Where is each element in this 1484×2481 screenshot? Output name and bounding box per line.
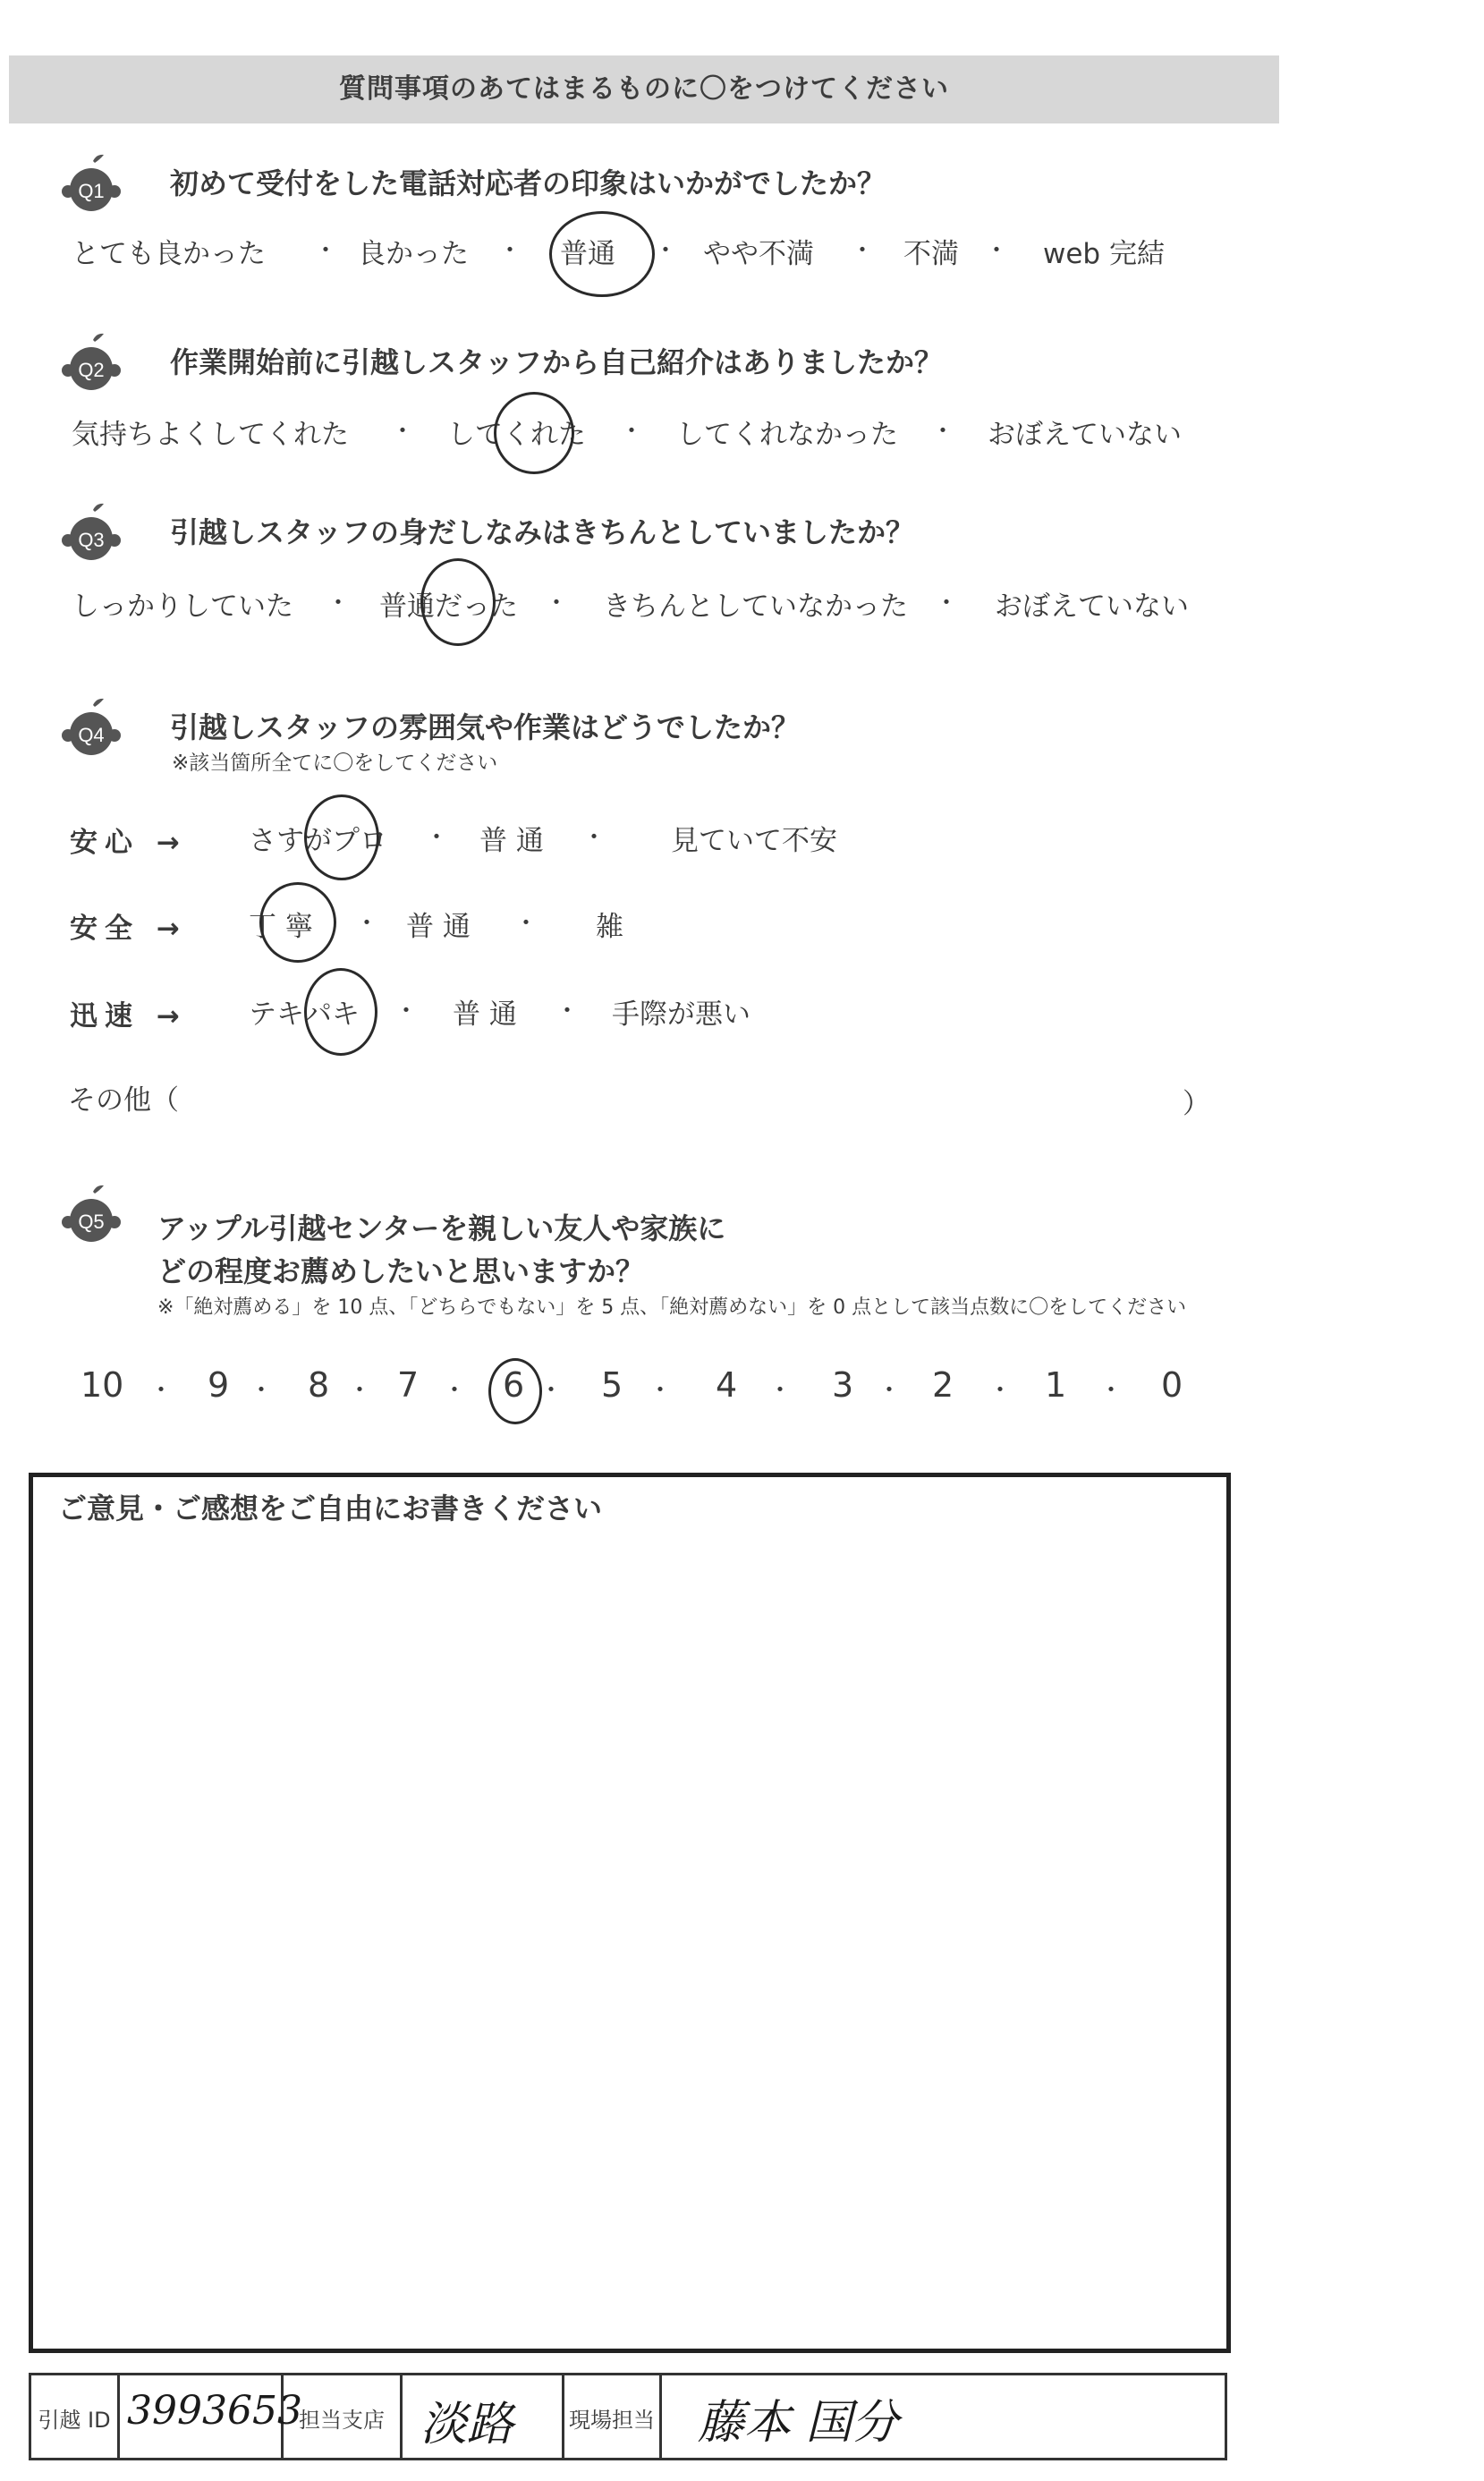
move-id-label-cell	[31, 2375, 120, 2458]
q1-option-good[interactable]: 良かった	[358, 238, 469, 270]
q4-row-safety-options	[0, 904, 1252, 943]
q4-other-label: その他（	[68, 1084, 179, 1117]
q5-selected-score-circle	[488, 1358, 542, 1424]
separator-dot: ・	[555, 996, 581, 1025]
move-id-value: 3993653	[127, 2388, 302, 2434]
staff-value-cell	[662, 2375, 1225, 2458]
q2-option-did-not[interactable]: してくれなかった	[676, 419, 898, 451]
q4-row-label-safety: 安全 →	[70, 913, 187, 945]
q3-option-dont-remember[interactable]: おぼえていない	[995, 591, 1189, 623]
q3-badge-icon	[57, 501, 125, 558]
q4-other-input[interactable]	[197, 1074, 1172, 1117]
q5-score-row	[0, 1365, 1252, 1419]
branch-label: 担当支店	[299, 2408, 385, 2433]
q4-relief-option-pro[interactable]: さすがプロ	[249, 825, 387, 857]
separator-dot: ・	[653, 235, 679, 265]
q4-speed-option-efficient[interactable]: テキパキ	[249, 998, 360, 1031]
q2-option-dont-remember[interactable]: おぼえていない	[988, 419, 1182, 451]
separator-dot: ・	[648, 1375, 674, 1405]
q4-relief-selection-circle	[304, 794, 379, 880]
q2-option-did[interactable]: してくれた	[447, 419, 586, 451]
separator-dot: ・	[347, 1375, 373, 1405]
q4-row-relief-options	[0, 818, 1252, 857]
separator-dot: ・	[767, 1375, 793, 1405]
staff-value: 藤本 国分	[698, 2396, 899, 2450]
separator-dot: ・	[497, 235, 523, 265]
separator-dot: ・	[354, 908, 380, 938]
separator-dot: ・	[1098, 1375, 1124, 1405]
staff-label-cell	[564, 2375, 662, 2458]
q4-row-label-speed: 迅速 →	[70, 1000, 187, 1032]
separator-dot: ・	[249, 1375, 275, 1405]
q4-safety-selection-circle	[259, 882, 336, 963]
q2-question: 作業開始前に引越しスタッフから自己紹介はありましたか？	[170, 345, 944, 379]
q3-option-neat[interactable]: しっかりしていた	[72, 591, 293, 623]
q2-selection-circle	[494, 392, 574, 474]
comment-box[interactable]	[29, 1473, 1231, 2353]
q5-question-line1: アップル引越センターを親しい友人や家族に	[157, 1211, 726, 1245]
footer-table	[29, 2373, 1227, 2460]
score-3[interactable]: 3	[832, 1365, 854, 1405]
branch-value: 淡路	[420, 2398, 514, 2451]
q4-speed-selection-circle	[304, 968, 377, 1056]
score-7[interactable]: 7	[397, 1365, 420, 1405]
score-0[interactable]: 0	[1161, 1365, 1183, 1405]
q2-badge-icon	[57, 331, 125, 388]
q2-options	[0, 412, 1252, 451]
q4-safety-option-careful[interactable]: 丁 寧	[249, 911, 313, 943]
q1-question: 初めて受付をした電話対応者の印象はいかがでしたか？	[170, 166, 886, 200]
instruction-banner: 質問事項のあてはまるものに〇をつけてください	[9, 55, 1279, 123]
q3-options	[0, 583, 1252, 623]
svg-text:Q4: Q4	[78, 724, 105, 746]
separator-dot: ・	[148, 1375, 174, 1405]
q1-badge-icon	[57, 152, 125, 209]
score-5[interactable]: 5	[601, 1365, 623, 1405]
separator-dot: ・	[313, 235, 339, 265]
separator-dot: ・	[984, 235, 1010, 265]
q4-relief-option-anxious[interactable]: 見ていて不安	[671, 825, 837, 857]
separator-dot: ・	[538, 1375, 564, 1405]
branch-value-cell	[403, 2375, 564, 2458]
q4-safety-option-rough[interactable]: 雑	[596, 911, 623, 943]
move-id-label: 引越 ID	[38, 2408, 111, 2433]
separator-dot: ・	[877, 1375, 903, 1405]
separator-dot: ・	[442, 1375, 468, 1405]
q4-speed-option-clumsy[interactable]: 手際が悪い	[612, 998, 750, 1031]
separator-dot: ・	[930, 416, 956, 446]
separator-dot: ・	[394, 996, 420, 1025]
score-10[interactable]: 10	[81, 1365, 124, 1405]
q3-option-not-neat[interactable]: きちんとしていなかった	[603, 591, 908, 623]
score-4[interactable]: 4	[716, 1365, 738, 1405]
separator-dot: ・	[390, 416, 416, 446]
q4-row-speed-options	[0, 991, 1252, 1031]
score-2[interactable]: 2	[932, 1365, 954, 1405]
svg-text:Q5: Q5	[78, 1211, 105, 1233]
move-id-value-cell	[120, 2375, 302, 2458]
svg-text:Q3: Q3	[78, 529, 105, 551]
separator-dot: ・	[988, 1375, 1013, 1405]
q1-option-dissatisfied[interactable]: 不満	[903, 238, 959, 270]
q5-note: ※「絶対薦める」を 10 点、「どちらでもない」を 5 点、「絶対薦めない」を 0 点として該当点数に〇をしてください	[157, 1296, 1187, 1319]
q1-selection-circle	[549, 211, 655, 297]
score-6[interactable]: 6	[503, 1365, 525, 1405]
q3-selection-circle	[420, 558, 496, 646]
staff-label: 現場担当	[569, 2408, 655, 2433]
branch-label-cell	[284, 2375, 403, 2458]
q1-option-slightly-dissatisfied[interactable]: やや不満	[703, 238, 814, 270]
separator-dot: ・	[619, 416, 645, 446]
separator-dot: ・	[424, 822, 450, 852]
q5-badge-icon	[57, 1183, 125, 1240]
q2-option-pleasant[interactable]: 気持ちよくしてくれた	[72, 419, 349, 451]
separator-dot: ・	[326, 588, 352, 617]
q4-relief-option-normal[interactable]: 普 通	[479, 825, 544, 857]
q1-option-normal[interactable]: 普通	[560, 238, 615, 270]
q1-option-web[interactable]: web 完結	[1043, 238, 1165, 270]
q3-question: 引越しスタッフの身だしなみはきちんとしていましたか？	[170, 515, 915, 549]
separator-dot: ・	[544, 588, 570, 617]
svg-text:Q1: Q1	[78, 180, 105, 202]
q3-option-normal[interactable]: 普通だった	[379, 591, 518, 623]
q4-row-label-relief: 安心 →	[70, 827, 187, 859]
score-1[interactable]: 1	[1045, 1365, 1067, 1405]
q4-speed-option-normal[interactable]: 普 通	[453, 998, 517, 1031]
q4-badge-icon	[57, 696, 125, 753]
separator-dot: ・	[513, 908, 539, 938]
score-8[interactable]: 8	[308, 1365, 330, 1405]
q4-other-close: ）	[1183, 1088, 1210, 1120]
comment-title: ご意見・ご感想をご自由にお書きください	[58, 1491, 603, 1525]
separator-dot: ・	[934, 588, 960, 617]
q4-safety-option-normal[interactable]: 普 通	[406, 911, 471, 943]
separator-dot: ・	[581, 822, 607, 852]
q4-question: 引越しスタッフの雰囲気や作業はどうでしたか？	[170, 710, 801, 744]
q4-note: ※該当箇所全てに〇をしてください	[172, 752, 498, 775]
q5-question-line2: どの程度お薦めしたいと思いますか？	[157, 1254, 645, 1288]
svg-text:Q2: Q2	[78, 359, 105, 381]
score-9[interactable]: 9	[208, 1365, 230, 1405]
separator-dot: ・	[850, 235, 876, 265]
q1-option-very-good[interactable]: とても良かった	[72, 238, 266, 270]
